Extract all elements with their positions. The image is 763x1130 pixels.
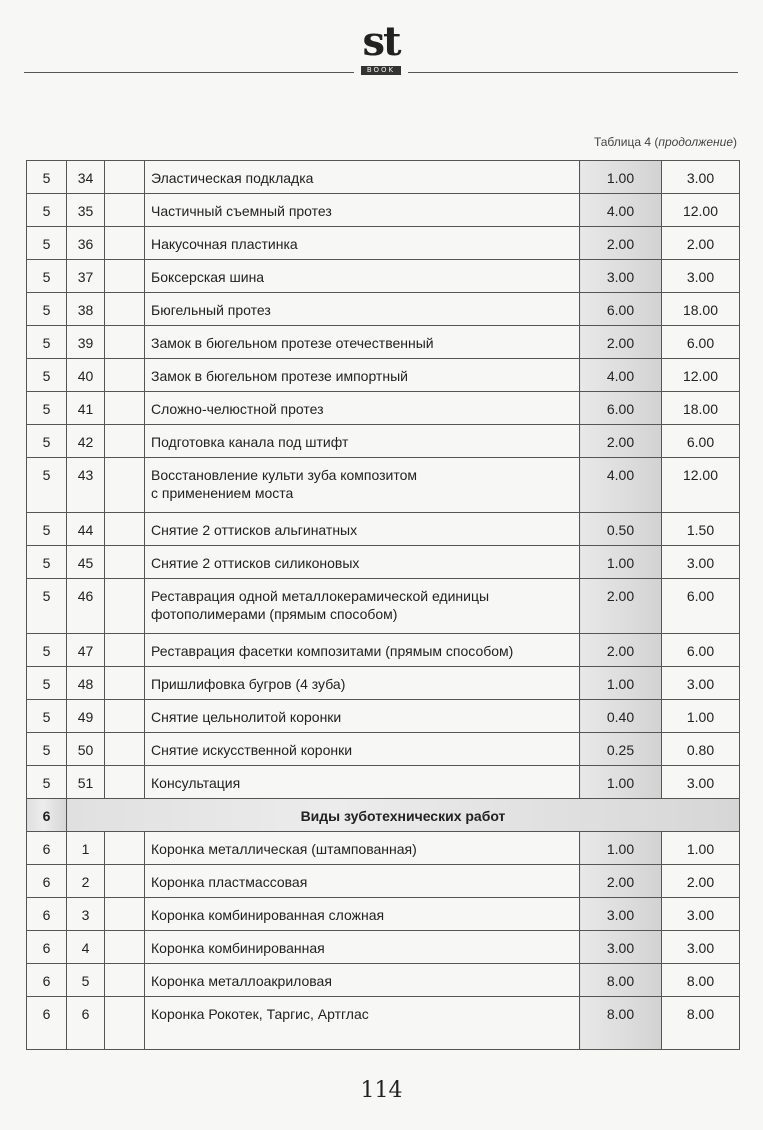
item-number-cell: 43	[67, 458, 105, 513]
table-caption	[594, 135, 737, 149]
table-row	[27, 667, 740, 700]
uet-cell: 2.00	[580, 227, 662, 260]
section-cell: 5	[27, 667, 67, 700]
service-name-cell: Коронка комбинированная сложная	[145, 898, 580, 931]
price-cell: 2.00	[662, 865, 740, 898]
price-cell: 3.00	[662, 161, 740, 194]
uet-cell: 1.00	[580, 546, 662, 579]
section-cell: 5	[27, 227, 67, 260]
section-title: Виды зуботехнических работ	[67, 799, 740, 832]
table-row	[27, 766, 740, 799]
code-cell	[105, 260, 145, 293]
table-row	[27, 293, 740, 326]
table-row	[27, 832, 740, 865]
caption-suffix: )	[733, 135, 737, 149]
code-cell	[105, 227, 145, 260]
section-cell: 5	[27, 359, 67, 392]
price-table	[26, 160, 740, 1050]
code-cell	[105, 458, 145, 513]
service-name-cell: Коронка металлоакриловая	[145, 964, 580, 997]
item-number-cell: 44	[67, 513, 105, 546]
service-name-cell: Накусочная пластинка	[145, 227, 580, 260]
section-cell: 6	[27, 832, 67, 865]
section-cell: 5	[27, 326, 67, 359]
uet-cell: 2.00	[580, 326, 662, 359]
item-number-cell: 36	[67, 227, 105, 260]
code-cell	[105, 161, 145, 194]
table-row	[27, 513, 740, 546]
table-row	[27, 227, 740, 260]
code-cell	[105, 898, 145, 931]
item-number-cell: 4	[67, 931, 105, 964]
table-row	[27, 700, 740, 733]
service-name-cell: Восстановление культи зуба композитом с применением моста	[145, 458, 580, 513]
header-rule-right	[408, 72, 738, 73]
section-cell: 5	[27, 392, 67, 425]
uet-cell: 6.00	[580, 293, 662, 326]
price-cell: 12.00	[662, 359, 740, 392]
item-number-cell: 39	[67, 326, 105, 359]
code-cell	[105, 634, 145, 667]
section-cell: 5	[27, 293, 67, 326]
section-cell: 5	[27, 733, 67, 766]
item-number-cell: 35	[67, 194, 105, 227]
service-name-cell: Коронка Рокотек, Таргис, Артглас	[145, 997, 580, 1050]
caption-prefix: Таблица 4 (	[593, 135, 659, 149]
table-row	[27, 931, 740, 964]
price-cell: 6.00	[662, 326, 740, 359]
service-name-cell: Снятие цельнолитой коронки	[145, 700, 580, 733]
uet-cell: 6.00	[580, 392, 662, 425]
service-name-cell: Снятие 2 оттисков силиконовых	[145, 546, 580, 579]
section-cell: 6	[27, 997, 67, 1050]
code-cell	[105, 293, 145, 326]
table-row	[27, 161, 740, 194]
price-cell: 1.00	[662, 700, 740, 733]
table-row	[27, 392, 740, 425]
service-name-cell: Эластическая подкладка	[145, 161, 580, 194]
table-row	[27, 733, 740, 766]
header-rule-left	[24, 72, 354, 73]
price-cell: 3.00	[662, 898, 740, 931]
uet-cell: 3.00	[580, 931, 662, 964]
code-cell	[105, 326, 145, 359]
section-cell: 5	[27, 546, 67, 579]
uet-cell: 1.00	[580, 766, 662, 799]
uet-cell: 2.00	[580, 579, 662, 634]
service-name-cell: Коронка пластмассовая	[145, 865, 580, 898]
item-number-cell: 38	[67, 293, 105, 326]
item-number-cell: 49	[67, 700, 105, 733]
section-cell: 5	[27, 700, 67, 733]
code-cell	[105, 931, 145, 964]
code-cell	[105, 667, 145, 700]
table-row	[27, 194, 740, 227]
price-cell: 12.00	[662, 458, 740, 513]
item-number-cell: 48	[67, 667, 105, 700]
uet-cell: 3.00	[580, 898, 662, 931]
service-name-cell: Коронка комбинированная	[145, 931, 580, 964]
service-name-cell: Подготовка канала под штифт	[145, 425, 580, 458]
price-cell: 0.80	[662, 733, 740, 766]
service-name-cell: Замок в бюгельном протезе импортный	[145, 359, 580, 392]
service-name-cell: Бюгельный протез	[145, 293, 580, 326]
table-row	[27, 579, 740, 634]
item-number-cell: 40	[67, 359, 105, 392]
code-cell	[105, 964, 145, 997]
section-cell: 6	[27, 898, 67, 931]
service-name-cell: Частичный съемный протез	[145, 194, 580, 227]
code-cell	[105, 392, 145, 425]
uet-cell: 8.00	[580, 997, 662, 1050]
service-name-cell: Снятие искусственной коронки	[145, 733, 580, 766]
price-cell: 6.00	[662, 579, 740, 634]
service-name-cell: Пришлифовка бугров (4 зуба)	[145, 667, 580, 700]
service-name-cell: Сложно-челюстной протез	[145, 392, 580, 425]
code-cell	[105, 865, 145, 898]
price-cell: 8.00	[662, 997, 740, 1050]
code-cell	[105, 766, 145, 799]
code-cell	[105, 359, 145, 392]
section-number: 6	[27, 799, 67, 832]
code-cell	[105, 700, 145, 733]
price-cell: 8.00	[662, 964, 740, 997]
service-name-cell: Реставрация одной металлокерамической единицы фотополимерами (прямым способом)	[145, 579, 580, 634]
code-cell	[105, 579, 145, 634]
uet-cell: 4.00	[580, 458, 662, 513]
item-number-cell: 41	[67, 392, 105, 425]
section-cell: 5	[27, 194, 67, 227]
uet-cell: 2.00	[580, 865, 662, 898]
item-number-cell: 37	[67, 260, 105, 293]
service-name-cell: Снятие 2 оттисков альгинатных	[145, 513, 580, 546]
code-cell	[105, 546, 145, 579]
item-number-cell: 46	[67, 579, 105, 634]
uet-cell: 0.50	[580, 513, 662, 546]
caption-italic: продолжение	[658, 135, 733, 149]
table-row	[27, 359, 740, 392]
table-row	[27, 326, 740, 359]
price-cell: 18.00	[662, 293, 740, 326]
table-row	[27, 546, 740, 579]
section-cell: 5	[27, 513, 67, 546]
publisher-logo	[355, 20, 407, 80]
service-name-cell: Консультация	[145, 766, 580, 799]
uet-cell: 4.00	[580, 194, 662, 227]
uet-cell: 2.00	[580, 425, 662, 458]
table-row	[27, 634, 740, 667]
uet-cell: 4.00	[580, 359, 662, 392]
service-name-cell: Боксерская шина	[145, 260, 580, 293]
section-cell: 5	[27, 458, 67, 513]
price-cell: 1.50	[662, 513, 740, 546]
service-name-cell: Реставрация фасетки композитами (прямым способом)	[145, 634, 580, 667]
table-row	[27, 865, 740, 898]
price-cell: 3.00	[662, 546, 740, 579]
item-number-cell: 42	[67, 425, 105, 458]
code-cell	[105, 194, 145, 227]
uet-cell: 0.40	[580, 700, 662, 733]
item-number-cell: 2	[67, 865, 105, 898]
table-row	[27, 964, 740, 997]
item-number-cell: 45	[67, 546, 105, 579]
price-cell: 3.00	[662, 260, 740, 293]
uet-cell: 1.00	[580, 832, 662, 865]
price-cell: 6.00	[662, 634, 740, 667]
price-cell: 3.00	[662, 931, 740, 964]
section-cell: 6	[27, 865, 67, 898]
item-number-cell: 1	[67, 832, 105, 865]
price-cell: 2.00	[662, 227, 740, 260]
table-row	[27, 425, 740, 458]
logo-sub: BOOK	[361, 66, 401, 75]
price-cell: 3.00	[662, 667, 740, 700]
section-cell: 5	[27, 766, 67, 799]
uet-cell: 8.00	[580, 964, 662, 997]
item-number-cell: 3	[67, 898, 105, 931]
logo-text: st	[362, 18, 400, 65]
price-cell: 18.00	[662, 392, 740, 425]
price-cell: 1.00	[662, 832, 740, 865]
section-cell: 5	[27, 260, 67, 293]
price-cell: 6.00	[662, 425, 740, 458]
table-row	[27, 458, 740, 513]
section-cell: 6	[27, 964, 67, 997]
price-cell: 3.00	[662, 766, 740, 799]
table-row	[27, 997, 740, 1050]
section-cell: 5	[27, 634, 67, 667]
item-number-cell: 34	[67, 161, 105, 194]
section-cell: 5	[27, 425, 67, 458]
item-number-cell: 51	[67, 766, 105, 799]
service-name-cell: Замок в бюгельном протезе отечественный	[145, 326, 580, 359]
table-row	[27, 260, 740, 293]
uet-cell: 2.00	[580, 634, 662, 667]
code-cell	[105, 425, 145, 458]
code-cell	[105, 997, 145, 1050]
section-cell: 5	[27, 161, 67, 194]
uet-cell: 0.25	[580, 733, 662, 766]
uet-cell: 3.00	[580, 260, 662, 293]
uet-cell: 1.00	[580, 667, 662, 700]
service-name-cell: Коронка металлическая (штампованная)	[145, 832, 580, 865]
item-number-cell: 47	[67, 634, 105, 667]
section-cell: 5	[27, 579, 67, 634]
page-number: 114	[360, 1078, 403, 1103]
code-cell	[105, 513, 145, 546]
item-number-cell: 6	[67, 997, 105, 1050]
code-cell	[105, 733, 145, 766]
item-number-cell: 50	[67, 733, 105, 766]
code-cell	[105, 832, 145, 865]
price-cell: 12.00	[662, 194, 740, 227]
uet-cell: 1.00	[580, 161, 662, 194]
section-cell: 6	[27, 931, 67, 964]
section-row	[27, 799, 740, 832]
item-number-cell: 5	[67, 964, 105, 997]
table-row	[27, 898, 740, 931]
